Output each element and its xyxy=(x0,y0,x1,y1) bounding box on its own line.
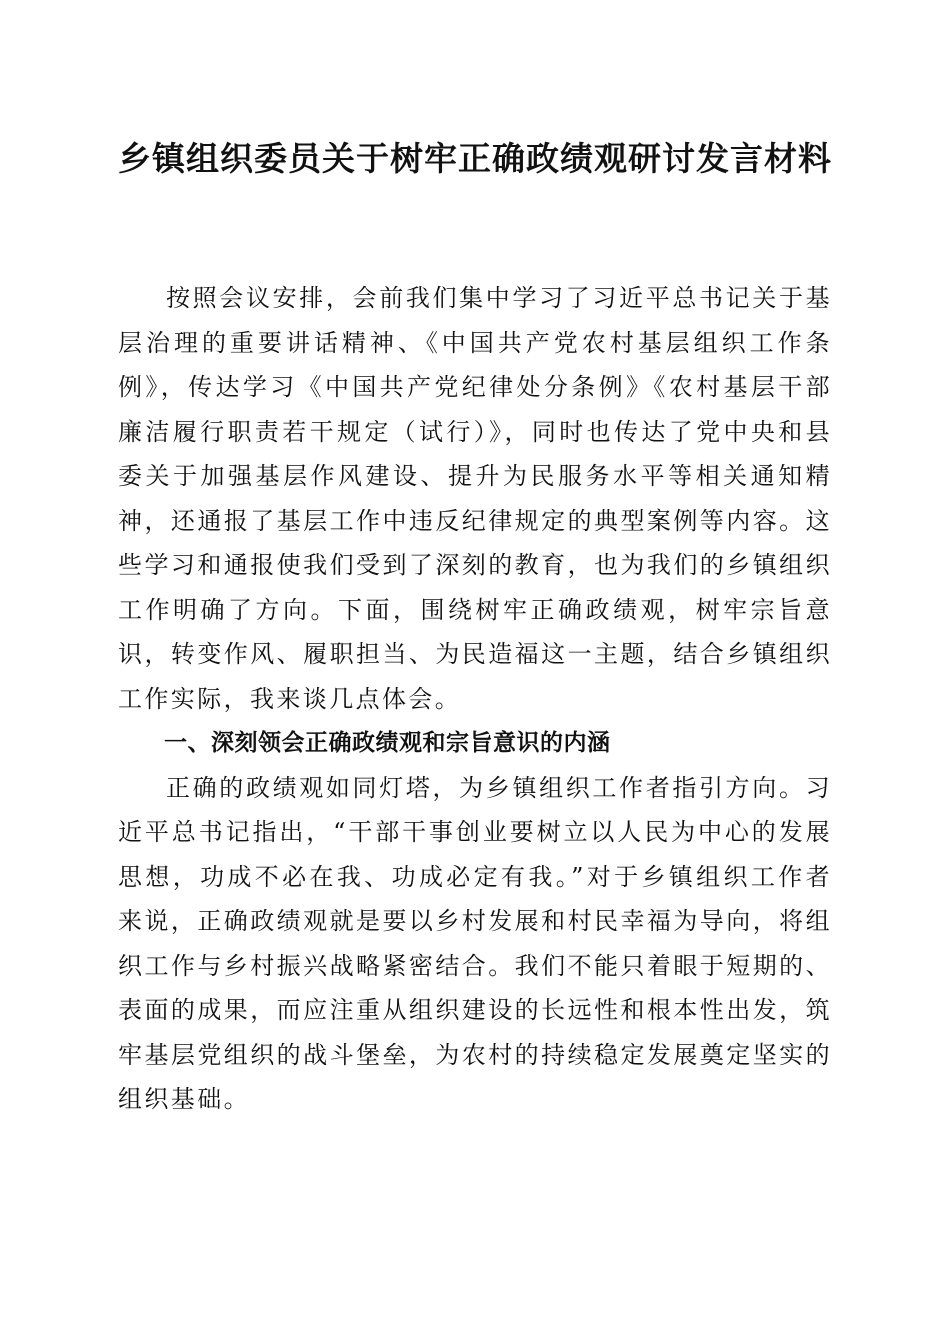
section-1-paragraph: 正确的政绩观如同灯塔，为乡镇组织工作者指引方向。习近平总书记指出，“干部干事创业要树立以人民为中心的发展思想，功成不必在我、功成必定有我。”对于乡镇组织工作者来说，正确政绩观就是要以乡村发展和村民幸福为导向，将组织工作与乡村振兴战略紧密结合。我们不能只着眼于短期的、表面的成果，而应注重从组织建设的长远性和根本性出发，筑牢基层党组织的战斗堡垒，为农村的持续稳定发展奠定坚实的组织基础。 xyxy=(118,773,832,1113)
document-body xyxy=(118,276,832,1122)
intro-paragraph: 按照会议安排，会前我们集中学习了习近平总书记关于基层治理的重要讲话精神、《中国共产党农村基层组织工作条例》，传达学习《中国共产党纪律处分条例》《农村基层干部廉洁履行职责若干规定（试行）》，同时也传达了党中央和县委关于加强基层作风建设、提升为民服务水平等相关通知精神，还通报了基层工作中违反纪律规定的典型案例等内容。这些学习和通报使我们受到了深刻的教育，也为我们的乡镇组织工作明确了方向。下面，围绕树牢正确政绩观，树牢宗旨意识，转变作风、履职担当、为民造福这一主题，结合乡镇组织工作实际，我来谈几点体会。 xyxy=(118,284,832,713)
section-heading-1: 一、深刻领会正确政绩观和宗旨意识的内涵 xyxy=(164,730,611,756)
document-title: 乡镇组织委员关于树牢正确政绩观研讨发言材料 xyxy=(118,139,832,178)
